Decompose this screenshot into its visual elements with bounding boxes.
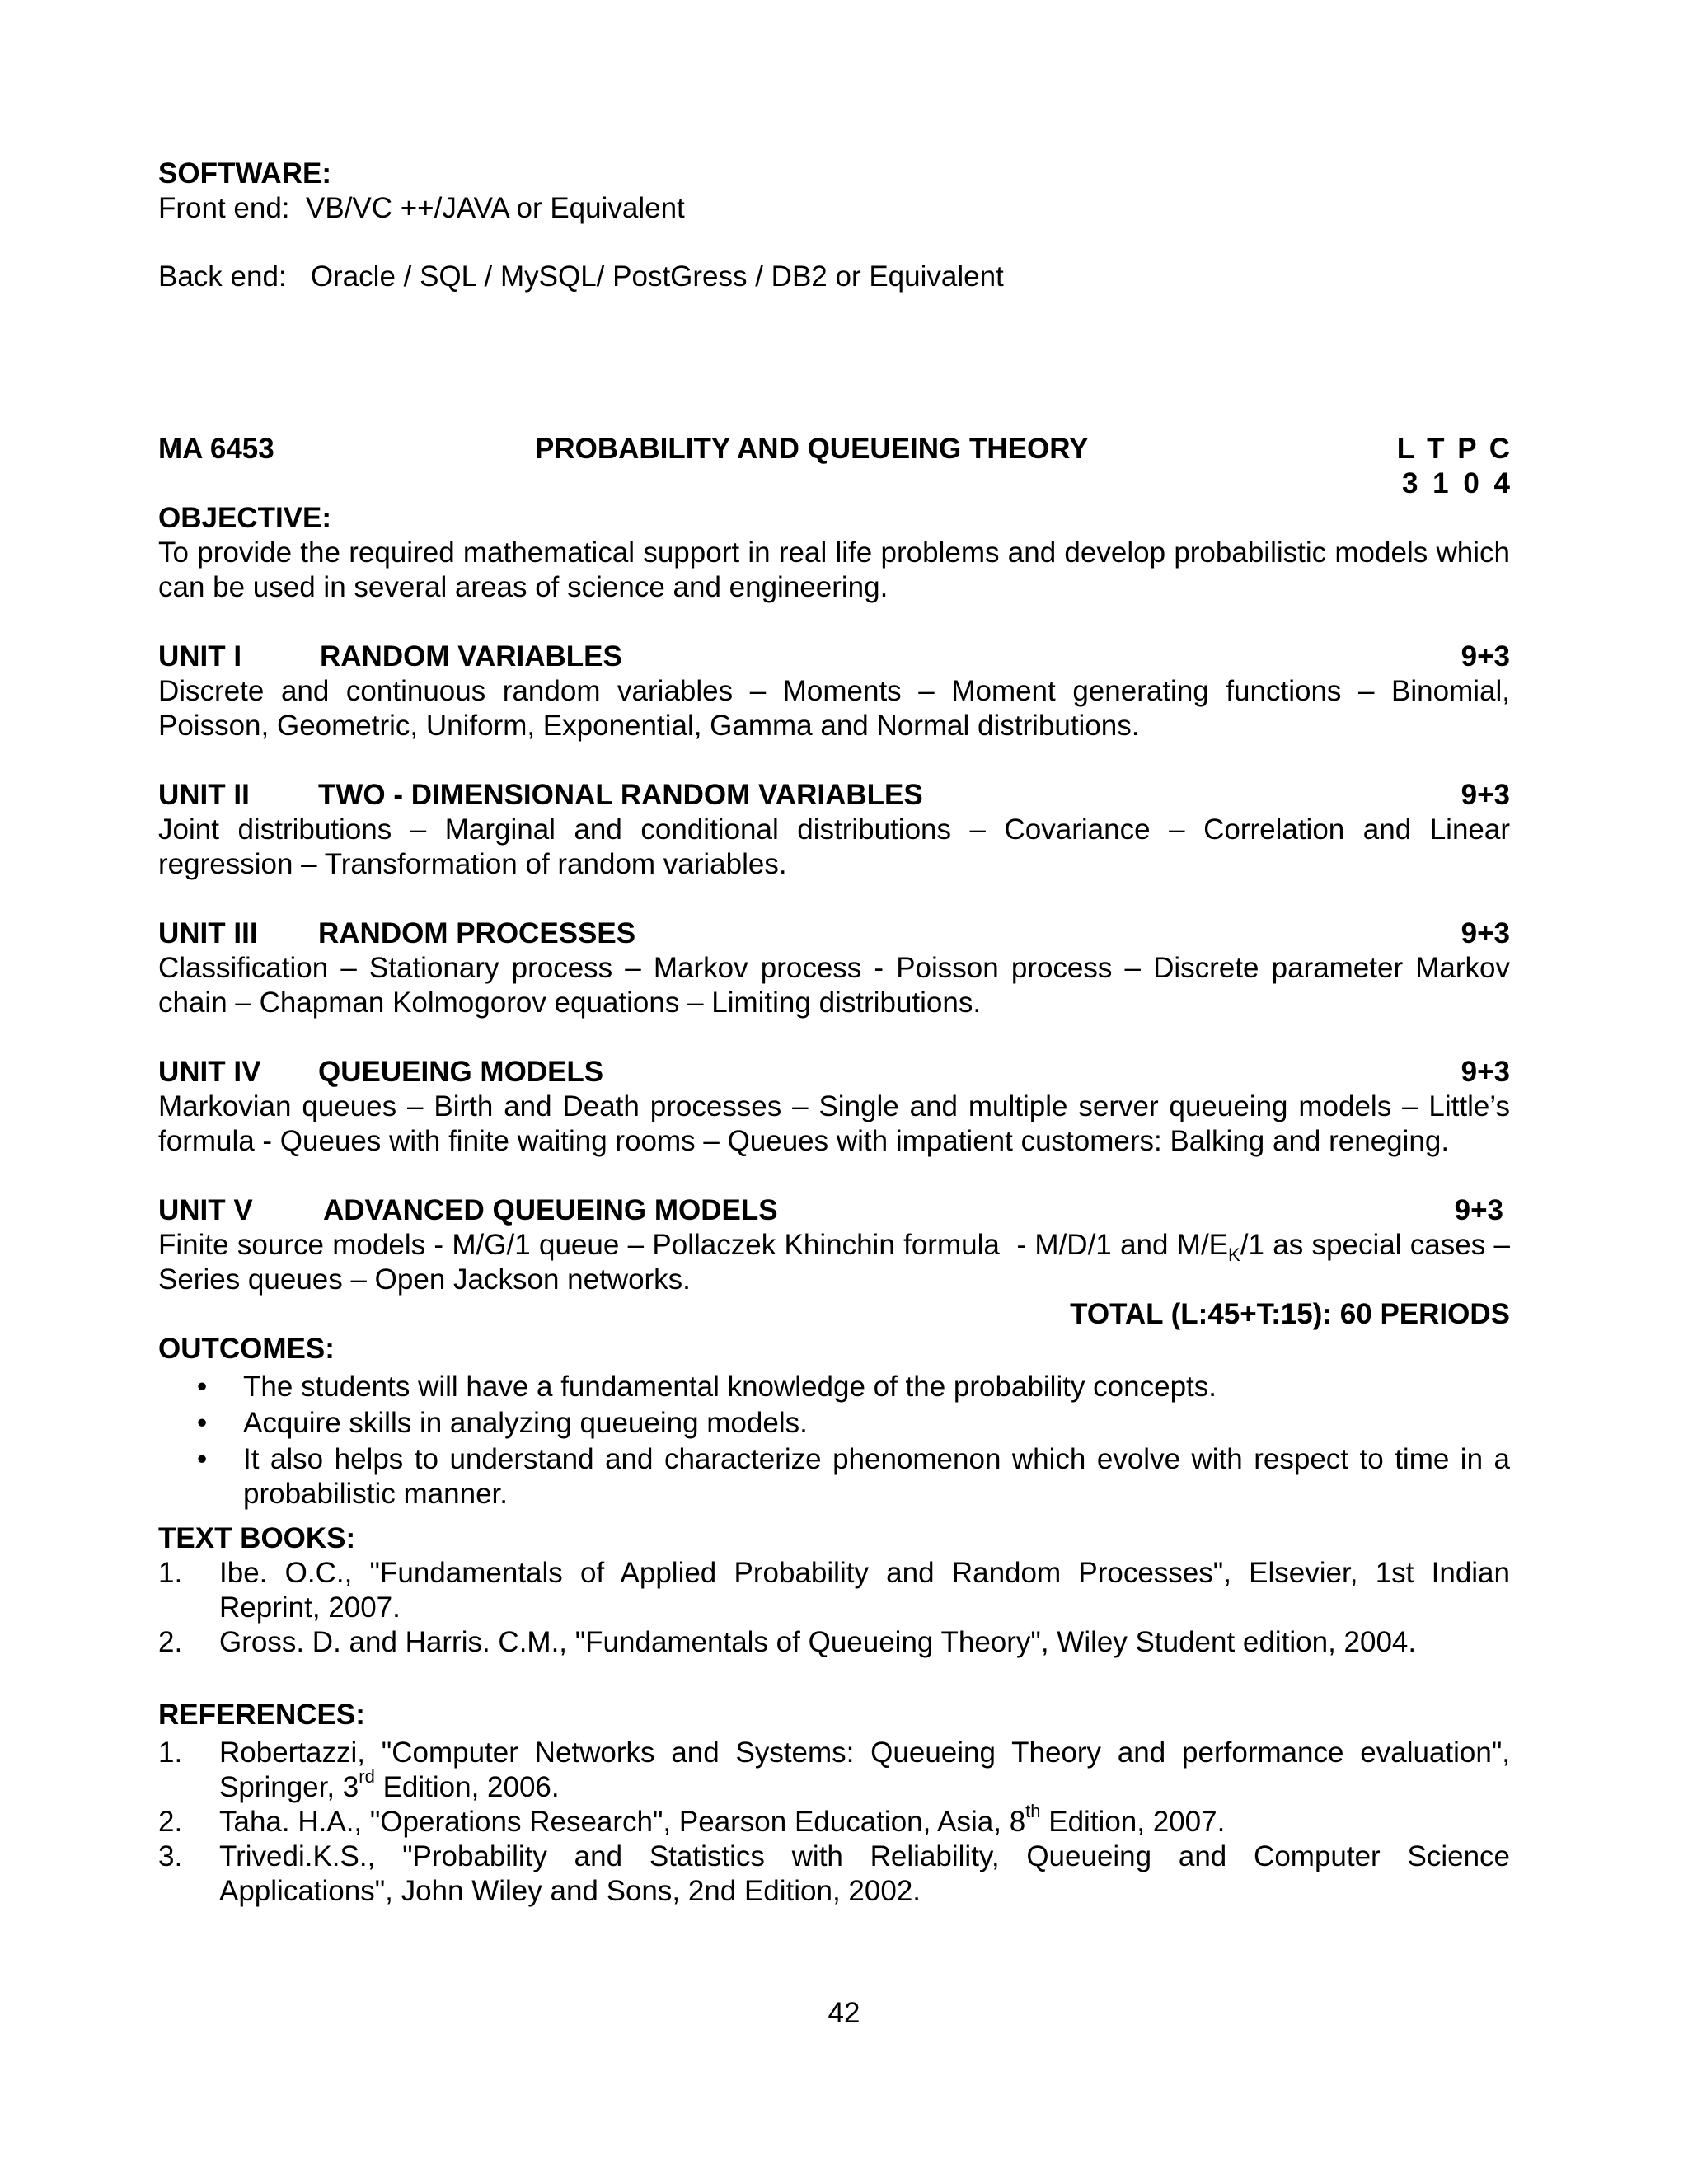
total-periods: TOTAL (L:45+T:15): 60 PERIODS [1070, 1298, 1510, 1330]
software-back-end: Back end: Oracle / SQL / MySQL/ PostGress / DB2 or Equivalent [158, 260, 1004, 293]
unit-text: Joint distributions – Marginal and conditional distributions – Covariance – Correlation and Linear regression – Transformation of random variables. [158, 813, 1510, 880]
text-books-list [158, 1556, 1510, 1660]
software-front-end: Front end: VB/VC ++/JAVA or Equivalent [158, 192, 685, 224]
syllabus-page [158, 157, 1535, 1909]
unit-4 [158, 1055, 1510, 1159]
list-item: 3. Trivedi.K.S., "Probability and Statistics with Reliability, Queueing and Computer Science Applications", John Wiley and Sons, 2nd Edition, 2002. [158, 1840, 1510, 1907]
course-header [158, 432, 1510, 501]
unit-title: RANDOM VARIABLES [320, 640, 622, 673]
unit-code: UNIT V [158, 1194, 253, 1226]
unit-text: Markovian queues – Birth and Death processes – Single and multiple server queueing models – Little’s formula - Queues with finite waiting rooms – Queues with impatient customers: Balking and reneging. [158, 1090, 1510, 1157]
list-item: 1. Ibe. O.C., "Fundamentals of Applied Probability and Random Processes", Elsevier, 1st Indian Reprint, 2007. [158, 1557, 1510, 1624]
unit-title: TWO - DIMENSIONAL RANDOM VARIABLES [318, 779, 923, 811]
subscript-k: K [1228, 1244, 1240, 1265]
outcomes-heading: OUTCOMES: [158, 1333, 335, 1365]
unit-hours: 9+3 [1461, 917, 1510, 949]
course-code: MA 6453 [158, 433, 274, 465]
references-list [158, 1736, 1510, 1909]
unit-hours: 9+3 [1461, 640, 1510, 673]
unit-3 [158, 916, 1510, 1020]
unit-code: UNIT IV [158, 1056, 261, 1088]
unit-title: RANDOM PROCESSES [318, 917, 636, 949]
software-heading: SOFTWARE: [158, 157, 331, 190]
unit-text: Finite source models - M/G/1 queue – Pollaczek Khinchin formula - M/D/1 and $M/E_K/1$ as special cases – Series queues – Open Jackson networks. [158, 1229, 1535, 1296]
ltpc-header: L T P C [1396, 433, 1510, 465]
unit-2 [158, 778, 1510, 882]
unit-hours: 9+3 [1454, 1194, 1503, 1226]
list-item: 2. Taha. H.A., "Operations Research", Pearson Education, Asia, 8th Edition, 2007. [158, 1801, 1226, 1838]
unit-hours: 9+3 [1461, 779, 1510, 811]
outcomes-list [158, 1370, 1510, 1511]
unit-code: UNIT II [158, 779, 250, 811]
unit-title: QUEUEING MODELS [318, 1056, 604, 1088]
list-item: 1. Robertazzi, "Computer Networks and Systems: Queueing Theory and performance evaluation", Springer, 3rd Edition, 2006. [158, 1736, 1510, 1803]
references-heading: REFERENCES: [158, 1699, 365, 1731]
list-item: • Acquire skills in analyzing queueing models. [158, 1406, 1510, 1441]
unit-title: ADVANCED QUEUEING MODELS [323, 1194, 778, 1226]
unit-hours: 9+3 [1461, 1056, 1510, 1088]
objective-text: To provide the required mathematical support in real life problems and develop probabilistic models which can be used in several areas of science and engineering. [158, 537, 1510, 603]
unit-text: Classification – Stationary process – Markov process - Poisson process – Discrete parameter Markov chain – Chapman Kolmogorov equations – Limiting distributions. [158, 952, 1510, 1019]
ltpc-values: 3 1 0 4 [1401, 467, 1510, 499]
unit-5 [158, 1193, 1535, 1297]
unit-code: UNIT I [158, 640, 242, 673]
unit-1 [158, 640, 1510, 743]
unit-code: UNIT III [158, 917, 258, 949]
unit-text: Discrete and continuous random variables – Moments – Moment generating functions – Binomial, Poisson, Geometric, Uniform, Exponential, Gamma and Normal distributions. [158, 675, 1510, 742]
list-item: 2. Gross. D. and Harris. C.M., "Fundamentals of Queueing Theory", Wiley Student edition, 2004. [158, 1626, 1417, 1658]
list-item: • The students will have a fundamental knowledge of the probability concepts. [158, 1370, 1510, 1404]
page-number: 42 [828, 1997, 860, 2029]
list-item: • It also helps to understand and characterize phenomenon which evolve with respect to time in a probabilistic manner. [158, 1442, 1510, 1511]
text-books-heading: TEXT BOOKS: [158, 1522, 356, 1554]
objective-heading: OBJECTIVE: [158, 502, 332, 534]
course-title: PROBABILITY AND QUEUEING THEORY [535, 433, 1089, 465]
